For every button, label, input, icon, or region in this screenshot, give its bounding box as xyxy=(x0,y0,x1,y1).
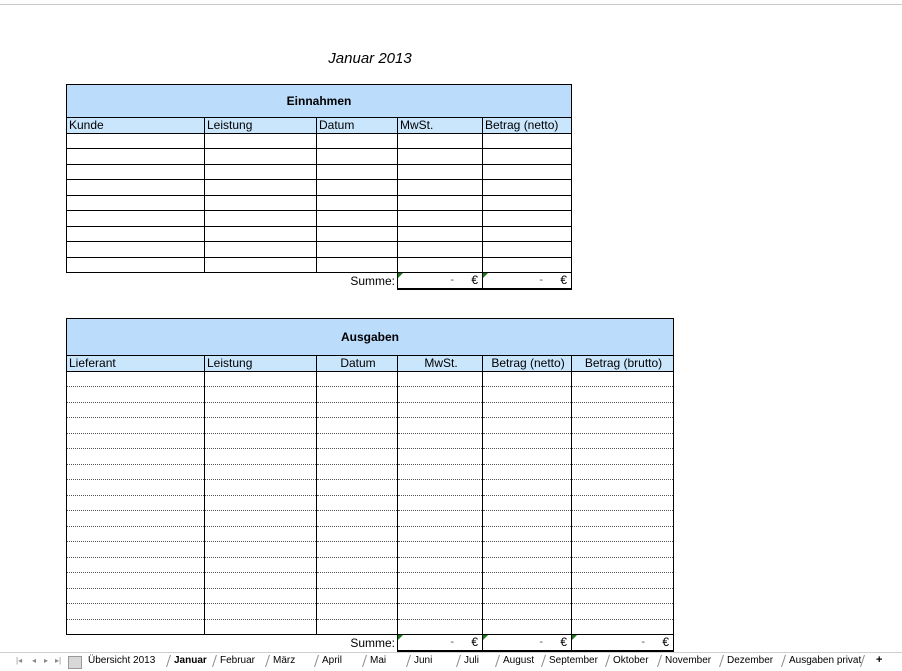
table-row xyxy=(67,619,674,635)
table-cell[interactable] xyxy=(483,619,572,635)
formula-marker-icon xyxy=(398,273,403,278)
table-cell[interactable] xyxy=(483,433,572,449)
formula-marker-icon xyxy=(483,635,488,640)
table-cell[interactable] xyxy=(317,195,398,211)
table-cell[interactable] xyxy=(572,464,674,480)
table-cell[interactable] xyxy=(205,164,317,180)
table-cell[interactable] xyxy=(572,418,674,434)
table-cell[interactable] xyxy=(317,211,398,227)
table-cell[interactable] xyxy=(317,371,398,387)
table-cell[interactable] xyxy=(398,464,483,480)
table-cell[interactable] xyxy=(205,557,317,573)
table-cell[interactable] xyxy=(205,433,317,449)
table-cell[interactable] xyxy=(483,242,572,258)
expenses-sum-brutto[interactable]: - € xyxy=(572,635,674,651)
table-cell[interactable] xyxy=(205,588,317,604)
table-cell[interactable] xyxy=(67,180,205,196)
table-cell[interactable] xyxy=(398,433,483,449)
table-row xyxy=(67,180,572,196)
table-cell[interactable] xyxy=(205,542,317,558)
table-cell[interactable] xyxy=(205,464,317,480)
prev-sheet-icon[interactable]: ◂ xyxy=(32,656,37,665)
table-cell[interactable] xyxy=(67,557,205,573)
table-cell[interactable] xyxy=(67,619,205,635)
table-cell[interactable] xyxy=(67,526,205,542)
table-cell[interactable] xyxy=(205,211,317,227)
table-cell[interactable] xyxy=(317,387,398,403)
table-cell[interactable] xyxy=(398,402,483,418)
table-cell[interactable] xyxy=(317,433,398,449)
table-cell[interactable] xyxy=(483,542,572,558)
table-cell[interactable] xyxy=(572,449,674,465)
table-cell[interactable] xyxy=(317,573,398,589)
table-cell[interactable] xyxy=(572,511,674,527)
table-row xyxy=(67,195,572,211)
table-cell[interactable] xyxy=(67,133,205,149)
table-cell[interactable] xyxy=(483,418,572,434)
table-cell[interactable] xyxy=(398,495,483,511)
table-cell[interactable] xyxy=(67,433,205,449)
table-cell[interactable] xyxy=(205,573,317,589)
table-cell[interactable] xyxy=(67,195,205,211)
table-cell[interactable] xyxy=(67,604,205,620)
table-cell[interactable] xyxy=(205,511,317,527)
table-cell[interactable] xyxy=(67,371,205,387)
table-cell[interactable] xyxy=(67,588,205,604)
page-title: Januar 2013 xyxy=(328,50,412,67)
table-cell[interactable] xyxy=(483,402,572,418)
table-cell[interactable] xyxy=(398,371,483,387)
table-row xyxy=(67,464,674,480)
table-cell[interactable] xyxy=(205,149,317,165)
table-row xyxy=(67,433,674,449)
expenses-sum-label: Summe: xyxy=(350,635,395,650)
table-cell[interactable] xyxy=(398,604,483,620)
table-row xyxy=(67,418,674,434)
table-cell[interactable] xyxy=(205,226,317,242)
table-row xyxy=(67,542,674,558)
table-cell[interactable] xyxy=(67,242,205,258)
sheet-tab[interactable]: November xyxy=(665,655,712,666)
table-cell[interactable] xyxy=(398,257,483,273)
income-column-headers xyxy=(67,118,572,134)
table-cell[interactable] xyxy=(483,164,572,180)
table-row xyxy=(67,557,674,573)
table-cell[interactable] xyxy=(67,573,205,589)
table-cell[interactable] xyxy=(483,573,572,589)
table-cell[interactable] xyxy=(398,526,483,542)
tab-separator xyxy=(489,655,500,667)
table-cell[interactable] xyxy=(483,557,572,573)
col-header[interactable]: Datum xyxy=(317,356,398,372)
sheet-tab[interactable]: März xyxy=(273,655,296,666)
sheet-tab[interactable]: Übersicht 2013 xyxy=(88,655,156,666)
formula-marker-icon xyxy=(398,635,403,640)
table-cell[interactable] xyxy=(317,542,398,558)
table-cell[interactable] xyxy=(67,149,205,165)
table-cell[interactable] xyxy=(67,480,205,496)
table-row xyxy=(67,211,572,227)
col-header[interactable]: Betrag (netto) xyxy=(483,356,572,372)
table-cell[interactable] xyxy=(398,242,483,258)
sheet-tab[interactable]: Januar xyxy=(174,655,207,666)
table-cell[interactable] xyxy=(483,387,572,403)
table-row xyxy=(67,387,674,403)
expenses-sum-netto[interactable]: - € xyxy=(483,635,572,651)
tab-separator xyxy=(651,655,662,667)
last-sheet-icon[interactable]: ▸| xyxy=(55,656,62,665)
table-cell[interactable] xyxy=(317,604,398,620)
table-cell[interactable] xyxy=(317,526,398,542)
expenses-table xyxy=(66,318,674,652)
table-cell[interactable] xyxy=(67,211,205,227)
tab-separator xyxy=(308,655,319,667)
table-cell[interactable] xyxy=(67,387,205,403)
table-cell[interactable] xyxy=(317,511,398,527)
table-cell[interactable] xyxy=(317,588,398,604)
table-cell[interactable] xyxy=(483,480,572,496)
sheet-tab[interactable]: Juli xyxy=(464,655,480,666)
table-cell[interactable] xyxy=(205,242,317,258)
table-cell[interactable] xyxy=(205,402,317,418)
table-row xyxy=(67,480,674,496)
income-sum-netto[interactable]: - € xyxy=(483,273,572,289)
sheet-tab[interactable]: Februar xyxy=(220,655,256,666)
income-sum-row xyxy=(67,273,572,289)
table-cell[interactable] xyxy=(398,449,483,465)
table-cell[interactable] xyxy=(398,619,483,635)
table-cell[interactable] xyxy=(317,226,398,242)
add-sheet-button[interactable]: + xyxy=(876,654,883,666)
table-cell[interactable] xyxy=(317,257,398,273)
col-header[interactable]: Kunde xyxy=(67,118,205,134)
table-cell[interactable] xyxy=(483,526,572,542)
table-cell[interactable] xyxy=(205,257,317,273)
table-cell[interactable] xyxy=(317,418,398,434)
formula-marker-icon xyxy=(483,273,488,278)
table-cell[interactable] xyxy=(205,526,317,542)
table-row xyxy=(67,371,674,387)
table-cell[interactable] xyxy=(398,149,483,165)
table-cell[interactable] xyxy=(398,511,483,527)
table-cell[interactable] xyxy=(572,433,674,449)
table-cell[interactable] xyxy=(67,418,205,434)
table-cell[interactable] xyxy=(483,449,572,465)
tab-separator xyxy=(356,655,367,667)
table-row xyxy=(67,573,674,589)
table-cell[interactable] xyxy=(205,371,317,387)
table-cell[interactable] xyxy=(67,257,205,273)
table-cell[interactable] xyxy=(205,449,317,465)
table-cell[interactable] xyxy=(317,402,398,418)
table-cell[interactable] xyxy=(483,149,572,165)
top-border xyxy=(0,4,902,5)
tab-separator xyxy=(259,655,270,667)
table-row xyxy=(67,242,572,258)
table-cell[interactable] xyxy=(483,211,572,227)
table-cell[interactable] xyxy=(205,604,317,620)
table-cell[interactable] xyxy=(317,557,398,573)
table-row xyxy=(67,226,572,242)
table-cell[interactable] xyxy=(483,195,572,211)
table-cell[interactable] xyxy=(205,480,317,496)
sheet-tab[interactable]: April xyxy=(322,655,343,666)
table-cell[interactable] xyxy=(398,480,483,496)
table-cell[interactable] xyxy=(572,542,674,558)
table-row xyxy=(67,133,572,149)
tab-separator xyxy=(400,655,411,667)
table-cell[interactable] xyxy=(67,542,205,558)
tab-separator xyxy=(713,655,724,667)
table-cell[interactable] xyxy=(483,133,572,149)
table-row xyxy=(67,449,674,465)
table-cell[interactable] xyxy=(572,557,674,573)
table-row xyxy=(67,149,572,165)
sheet-tab[interactable]: Juni xyxy=(414,655,433,666)
table-cell[interactable] xyxy=(67,164,205,180)
table-cell[interactable] xyxy=(572,387,674,403)
next-sheet-icon[interactable]: ▸ xyxy=(44,656,49,665)
table-cell[interactable] xyxy=(317,619,398,635)
table-cell[interactable] xyxy=(483,464,572,480)
table-cell[interactable] xyxy=(483,495,572,511)
tab-separator xyxy=(535,655,546,667)
col-header[interactable]: Leistung xyxy=(205,118,317,134)
table-cell[interactable] xyxy=(483,588,572,604)
table-cell[interactable] xyxy=(205,133,317,149)
expenses-sum-row xyxy=(67,635,674,651)
table-cell[interactable] xyxy=(398,387,483,403)
col-header[interactable]: Datum xyxy=(317,118,398,134)
table-cell[interactable] xyxy=(398,542,483,558)
table-cell[interactable] xyxy=(317,495,398,511)
table-cell[interactable] xyxy=(483,257,572,273)
table-cell[interactable] xyxy=(205,180,317,196)
col-header[interactable]: MwSt. xyxy=(398,356,483,372)
sheet-tab-bar xyxy=(0,652,902,671)
table-cell[interactable] xyxy=(67,449,205,465)
col-header[interactable]: Betrag (netto) xyxy=(483,118,572,134)
table-cell[interactable] xyxy=(483,371,572,387)
tab-separator xyxy=(775,655,786,667)
table-cell[interactable] xyxy=(572,480,674,496)
table-cell[interactable] xyxy=(317,180,398,196)
table-cell[interactable] xyxy=(398,164,483,180)
table-row xyxy=(67,402,674,418)
table-cell[interactable] xyxy=(317,480,398,496)
table-row xyxy=(67,257,572,273)
table-cell[interactable] xyxy=(483,511,572,527)
sheet-tab[interactable]: Mai xyxy=(370,655,387,666)
table-cell[interactable] xyxy=(572,402,674,418)
income-sum-label: Summe: xyxy=(350,273,395,288)
table-cell[interactable] xyxy=(205,619,317,635)
table-cell[interactable] xyxy=(483,604,572,620)
table-row xyxy=(67,164,572,180)
table-cell[interactable] xyxy=(572,371,674,387)
table-cell[interactable] xyxy=(398,211,483,227)
formula-marker-icon xyxy=(572,635,577,640)
col-header[interactable]: Lieferant xyxy=(67,356,205,372)
table-cell[interactable] xyxy=(317,164,398,180)
table-row xyxy=(67,526,674,542)
col-header[interactable]: MwSt. xyxy=(398,118,483,134)
tab-separator xyxy=(206,655,217,667)
first-sheet-icon[interactable]: |◂ xyxy=(16,656,23,665)
table-cell[interactable] xyxy=(317,464,398,480)
table-cell[interactable] xyxy=(317,242,398,258)
table-cell[interactable] xyxy=(398,418,483,434)
table-cell[interactable] xyxy=(483,226,572,242)
table-cell[interactable] xyxy=(67,402,205,418)
table-cell[interactable] xyxy=(572,526,674,542)
table-cell[interactable] xyxy=(572,604,674,620)
table-cell[interactable] xyxy=(205,418,317,434)
income-table xyxy=(66,84,572,290)
expenses-header: Ausgaben xyxy=(67,319,674,356)
table-cell[interactable] xyxy=(205,495,317,511)
table-cell[interactable] xyxy=(483,180,572,196)
table-cell[interactable] xyxy=(398,557,483,573)
table-cell[interactable] xyxy=(398,588,483,604)
table-row xyxy=(67,495,674,511)
table-cell[interactable] xyxy=(572,573,674,589)
table-row xyxy=(67,511,674,527)
table-cell[interactable] xyxy=(398,226,483,242)
table-cell[interactable] xyxy=(67,226,205,242)
table-cell[interactable] xyxy=(205,195,317,211)
sheet-tab[interactable]: Oktober xyxy=(613,655,649,666)
income-sum-mwst[interactable]: - € xyxy=(398,273,483,289)
table-cell[interactable] xyxy=(67,495,205,511)
income-header: Einnahmen xyxy=(67,85,572,118)
tab-separator xyxy=(160,655,171,667)
table-cell[interactable] xyxy=(398,180,483,196)
sheet-tab[interactable]: Dezember xyxy=(727,655,774,666)
sheet-tab[interactable]: Ausgaben privat xyxy=(789,655,862,666)
table-cell[interactable] xyxy=(572,495,674,511)
table-cell[interactable] xyxy=(67,511,205,527)
table-cell[interactable] xyxy=(398,573,483,589)
sheet-list-icon[interactable] xyxy=(68,656,82,669)
tab-separator xyxy=(599,655,610,667)
table-cell[interactable] xyxy=(572,619,674,635)
table-cell[interactable] xyxy=(572,588,674,604)
table-row xyxy=(67,604,674,620)
table-cell[interactable] xyxy=(398,195,483,211)
tab-separator xyxy=(450,655,461,667)
table-cell[interactable] xyxy=(317,133,398,149)
col-header[interactable]: Betrag (brutto) xyxy=(572,356,674,372)
expenses-sum-mwst[interactable]: - € xyxy=(398,635,483,651)
sheet-tab[interactable]: September xyxy=(549,655,598,666)
table-cell[interactable] xyxy=(398,133,483,149)
sheet-tab[interactable]: August xyxy=(503,655,535,666)
table-cell[interactable] xyxy=(317,449,398,465)
expenses-column-headers xyxy=(67,356,674,372)
table-cell[interactable] xyxy=(205,387,317,403)
table-row xyxy=(67,588,674,604)
col-header[interactable]: Leistung xyxy=(205,356,317,372)
table-cell[interactable] xyxy=(317,149,398,165)
table-cell[interactable] xyxy=(67,464,205,480)
